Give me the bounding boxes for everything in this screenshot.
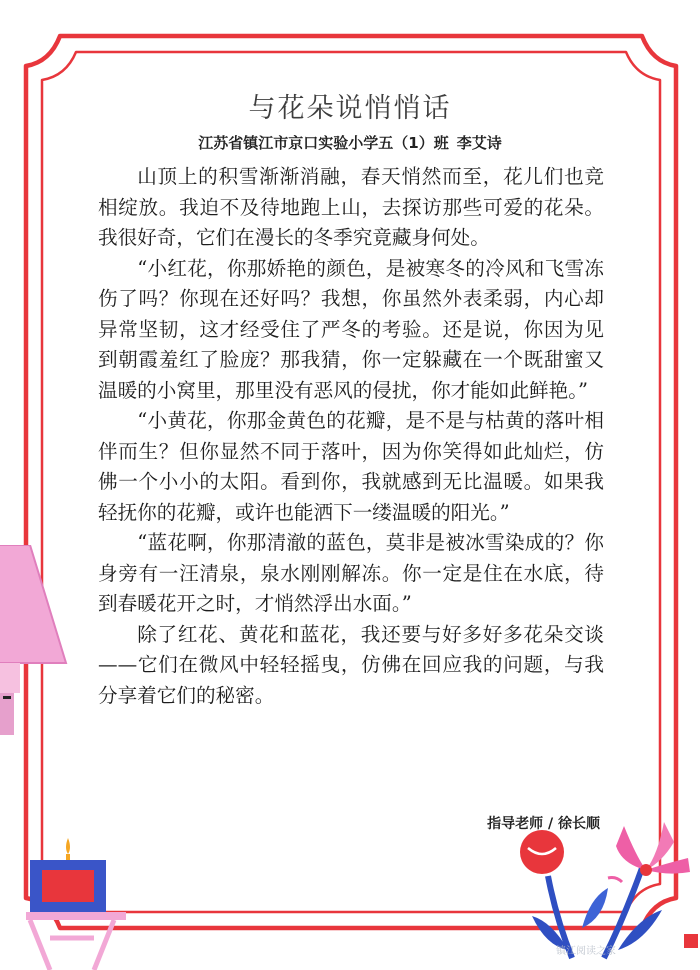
article-body bbox=[98, 162, 604, 711]
lamp-side-mark bbox=[3, 696, 11, 699]
byline bbox=[0, 132, 700, 153]
paragraph: “蓝花啊，你那清澈的蓝色，莫非是被冰雪染成的？你身旁有一汪清泉，泉水刚刚解冻。你一定是住在水底，待到春暖花开之时，才悄然浮出水面。” bbox=[98, 531, 604, 615]
candle-icon bbox=[20, 826, 140, 970]
article-title: 与花朵说悄悄话 bbox=[248, 93, 452, 124]
paragraph: “小红花，你那娇艳的颜色，是被寒冬的冷风和飞雪冻伤了吗？你现在还好吗？我想，你虽然外表柔弱，内心却异常坚韧，这才经受住了严冬的考验。还是说，你因为见到朝霞羞红了脸庞？那我猜，你一定躲藏在一个既甜蜜又温暖的小窝里，那里没有恶风的侵扰，你才能如此鲜艳。” bbox=[98, 256, 604, 402]
paragraph: 山顶上的积雪渐渐消融，春天悄然而至，花儿们也竞相绽放。我迫不及待地跑上山，去探访那些可爱的花朵。我很好奇，它们在漫长的冬季究竟藏身何处。 bbox=[98, 165, 604, 249]
paragraph: 除了红花、黄花和蓝花，我还要与好多好多花朵交谈——它们在微风中轻轻摇曳，仿佛在回应我的问题，与我分享着它们的秘密。 bbox=[98, 622, 604, 707]
paragraph: “小黄花，你那金黄色的花瓣，是不是与枯黄的落叶相伴而生？但你显然不同于落叶，因为你笑得如此灿烂，仿佛一个小小的太阳。看到你，我就感到无比温暖。如果我轻抚你的花瓣，或许也能洒下一缕温暖的阳光。” bbox=[98, 409, 604, 524]
watermark: 镇江阅读之家 bbox=[556, 946, 616, 957]
author-name: 李艾诗 bbox=[456, 134, 502, 152]
school-class: 江苏省镇江市京口实验小学五（1）班 bbox=[198, 134, 449, 152]
lamp-icon bbox=[0, 545, 80, 735]
teacher-credit: 指导老师 / 徐长顺 bbox=[487, 816, 600, 832]
